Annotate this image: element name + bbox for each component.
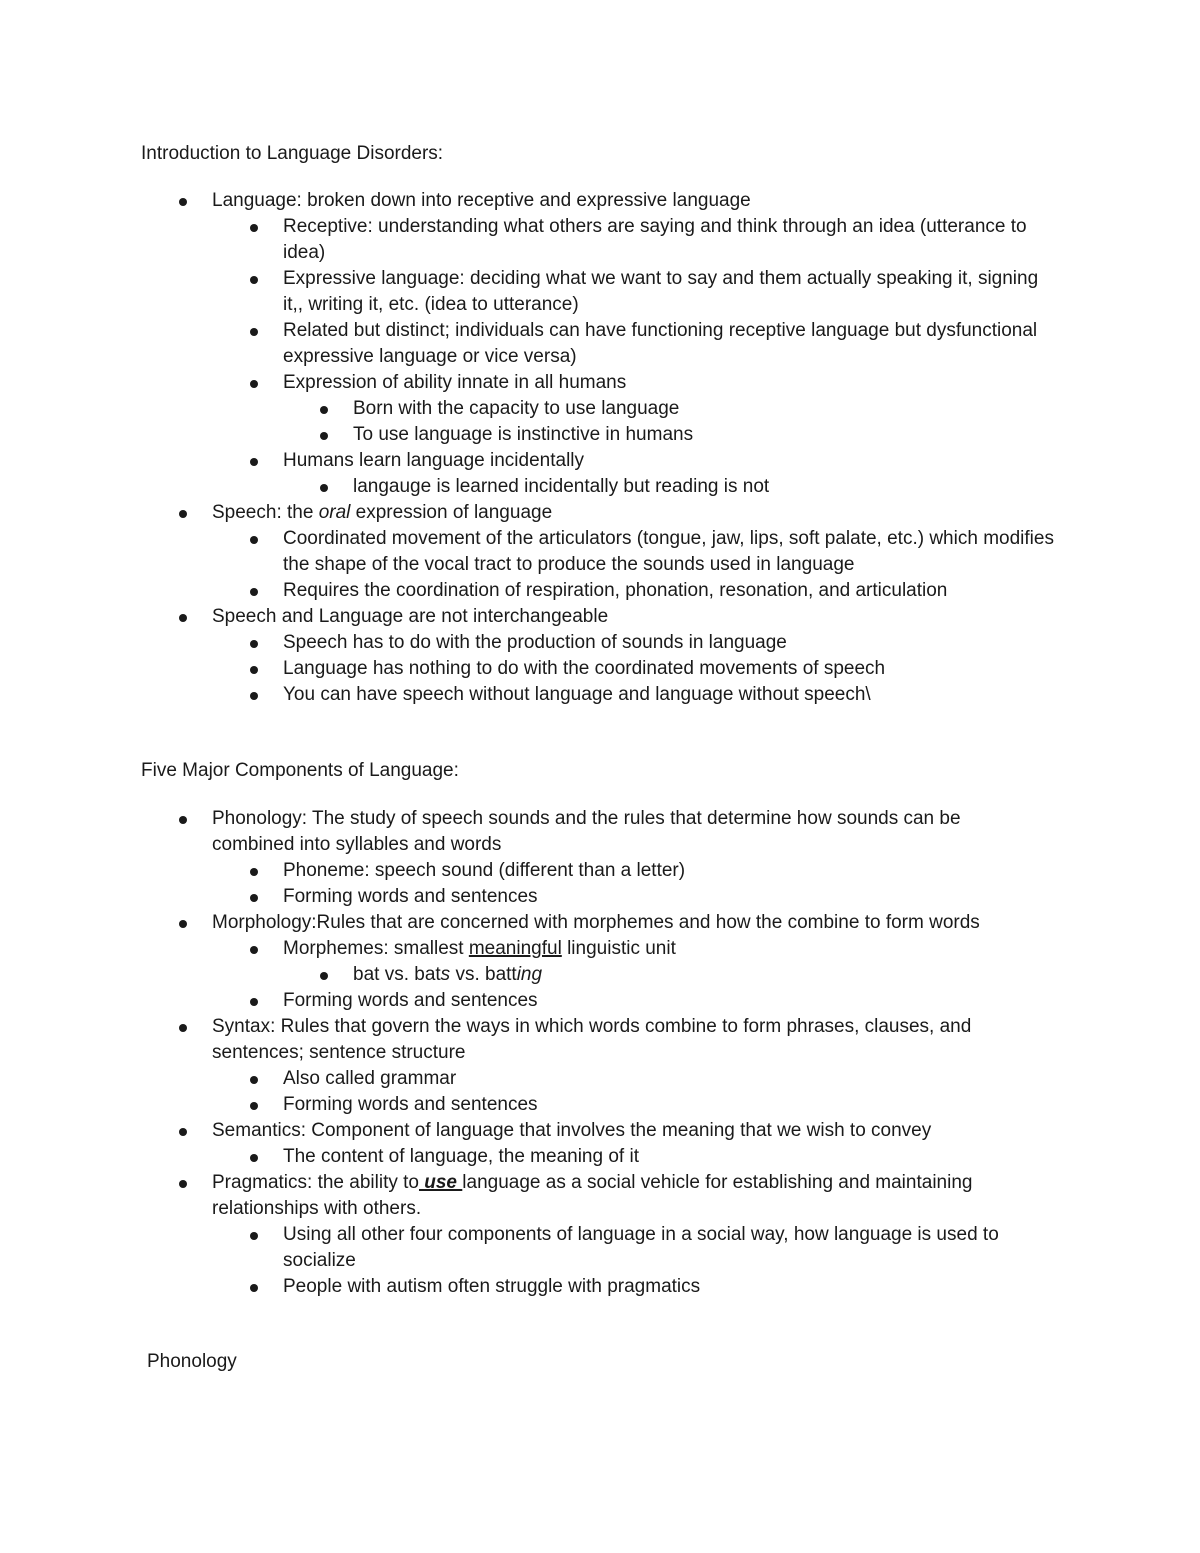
list-item: You can have speech without language and language without speech\ — [283, 682, 1058, 708]
list-item: Forming words and sentences — [283, 884, 1058, 910]
list-item: Using all other four components of language in a social way, how language is used to socialize — [283, 1222, 1058, 1274]
italic-text: s — [440, 964, 451, 985]
list-item: People with autism often struggle with pragmatics — [283, 1274, 1058, 1300]
components-bullet-list — [0, 806, 1200, 1300]
list-item: Speech has to do with the production of sounds in language — [283, 630, 1058, 656]
list-item: Also called grammar — [283, 1066, 1058, 1092]
list-item: Semantics: Component of language that involves the meaning that we wish to convey — [212, 1118, 1012, 1144]
list-item: Requires the coordination of respiration, phonation, resonation, and articulation — [283, 578, 1083, 604]
section-heading-intro: Introduction to Language Disorders: — [141, 143, 444, 164]
list-item: Humans learn language incidentally — [283, 448, 1058, 474]
list-item: Coordinated movement of the articulators (tongue, jaw, lips, soft palate, etc.) which modifies the shape of the vocal tract to produce the sounds used in language — [283, 526, 1058, 578]
text-span: bat vs. bat — [353, 964, 441, 985]
list-item: Related but distinct; individuals can have functioning receptive language but dysfunctional expressive language or vice versa) — [283, 318, 1058, 370]
bold-underlined-text: use — [418, 1172, 463, 1193]
text-span: vs. batt — [450, 964, 517, 985]
text-span: linguistic unit — [561, 938, 676, 959]
list-item: Forming words and sentences — [283, 988, 1058, 1014]
text-span: language as a social vehicle for establishing and maintaining relationships with others. — [212, 1172, 973, 1219]
intro-bullet-list — [0, 188, 1200, 708]
list-item: Forming words and sentences — [283, 1092, 1058, 1118]
list-item — [212, 1170, 1012, 1222]
list-item: Receptive: understanding what others are saying and think through an idea (utterance to idea) — [283, 214, 1058, 266]
text-span: expression of language — [350, 502, 553, 523]
list-item: Expression of ability innate in all humans — [283, 370, 1058, 396]
list-item — [283, 936, 1058, 962]
text-span: Speech: the — [212, 502, 319, 523]
list-item: Phoneme: speech sound (different than a letter) — [283, 858, 1058, 884]
text-span: Pragmatics: the ability to — [212, 1172, 419, 1193]
text-span: Morphemes: smallest — [283, 938, 469, 959]
list-item — [353, 962, 1053, 988]
list-item — [212, 500, 1012, 526]
section-heading-components: Five Major Components of Language: — [141, 760, 459, 781]
list-item: The content of language, the meaning of it — [283, 1144, 1058, 1170]
list-item: Born with the capacity to use language — [353, 396, 1053, 422]
italic-text: ing — [516, 964, 543, 985]
list-item: Expressive language: deciding what we want to say and them actually speaking it, signing it,, writing it, etc. (idea to utterance) — [283, 266, 1058, 318]
list-item: Syntax: Rules that govern the ways in which words combine to form phrases, clauses, and sentences; sentence structure — [212, 1014, 1012, 1066]
underlined-text: meaningful — [468, 938, 562, 959]
list-item: Language: broken down into receptive and expressive language — [212, 188, 1012, 214]
list-item: Morphology:Rules that are concerned with morphemes and how the combine to form words — [212, 910, 1032, 936]
list-item: Speech and Language are not interchangeable — [212, 604, 1012, 630]
list-item: langauge is learned incidentally but reading is not — [353, 474, 1053, 500]
italic-text: oral — [318, 502, 351, 523]
list-item: Language has nothing to do with the coordinated movements of speech — [283, 656, 1058, 682]
list-item: To use language is instinctive in humans — [353, 422, 1053, 448]
section-heading-phonology: Phonology — [147, 1351, 237, 1372]
list-item: Phonology: The study of speech sounds and the rules that determine how sounds can be combined into syllables and words — [212, 806, 1012, 858]
